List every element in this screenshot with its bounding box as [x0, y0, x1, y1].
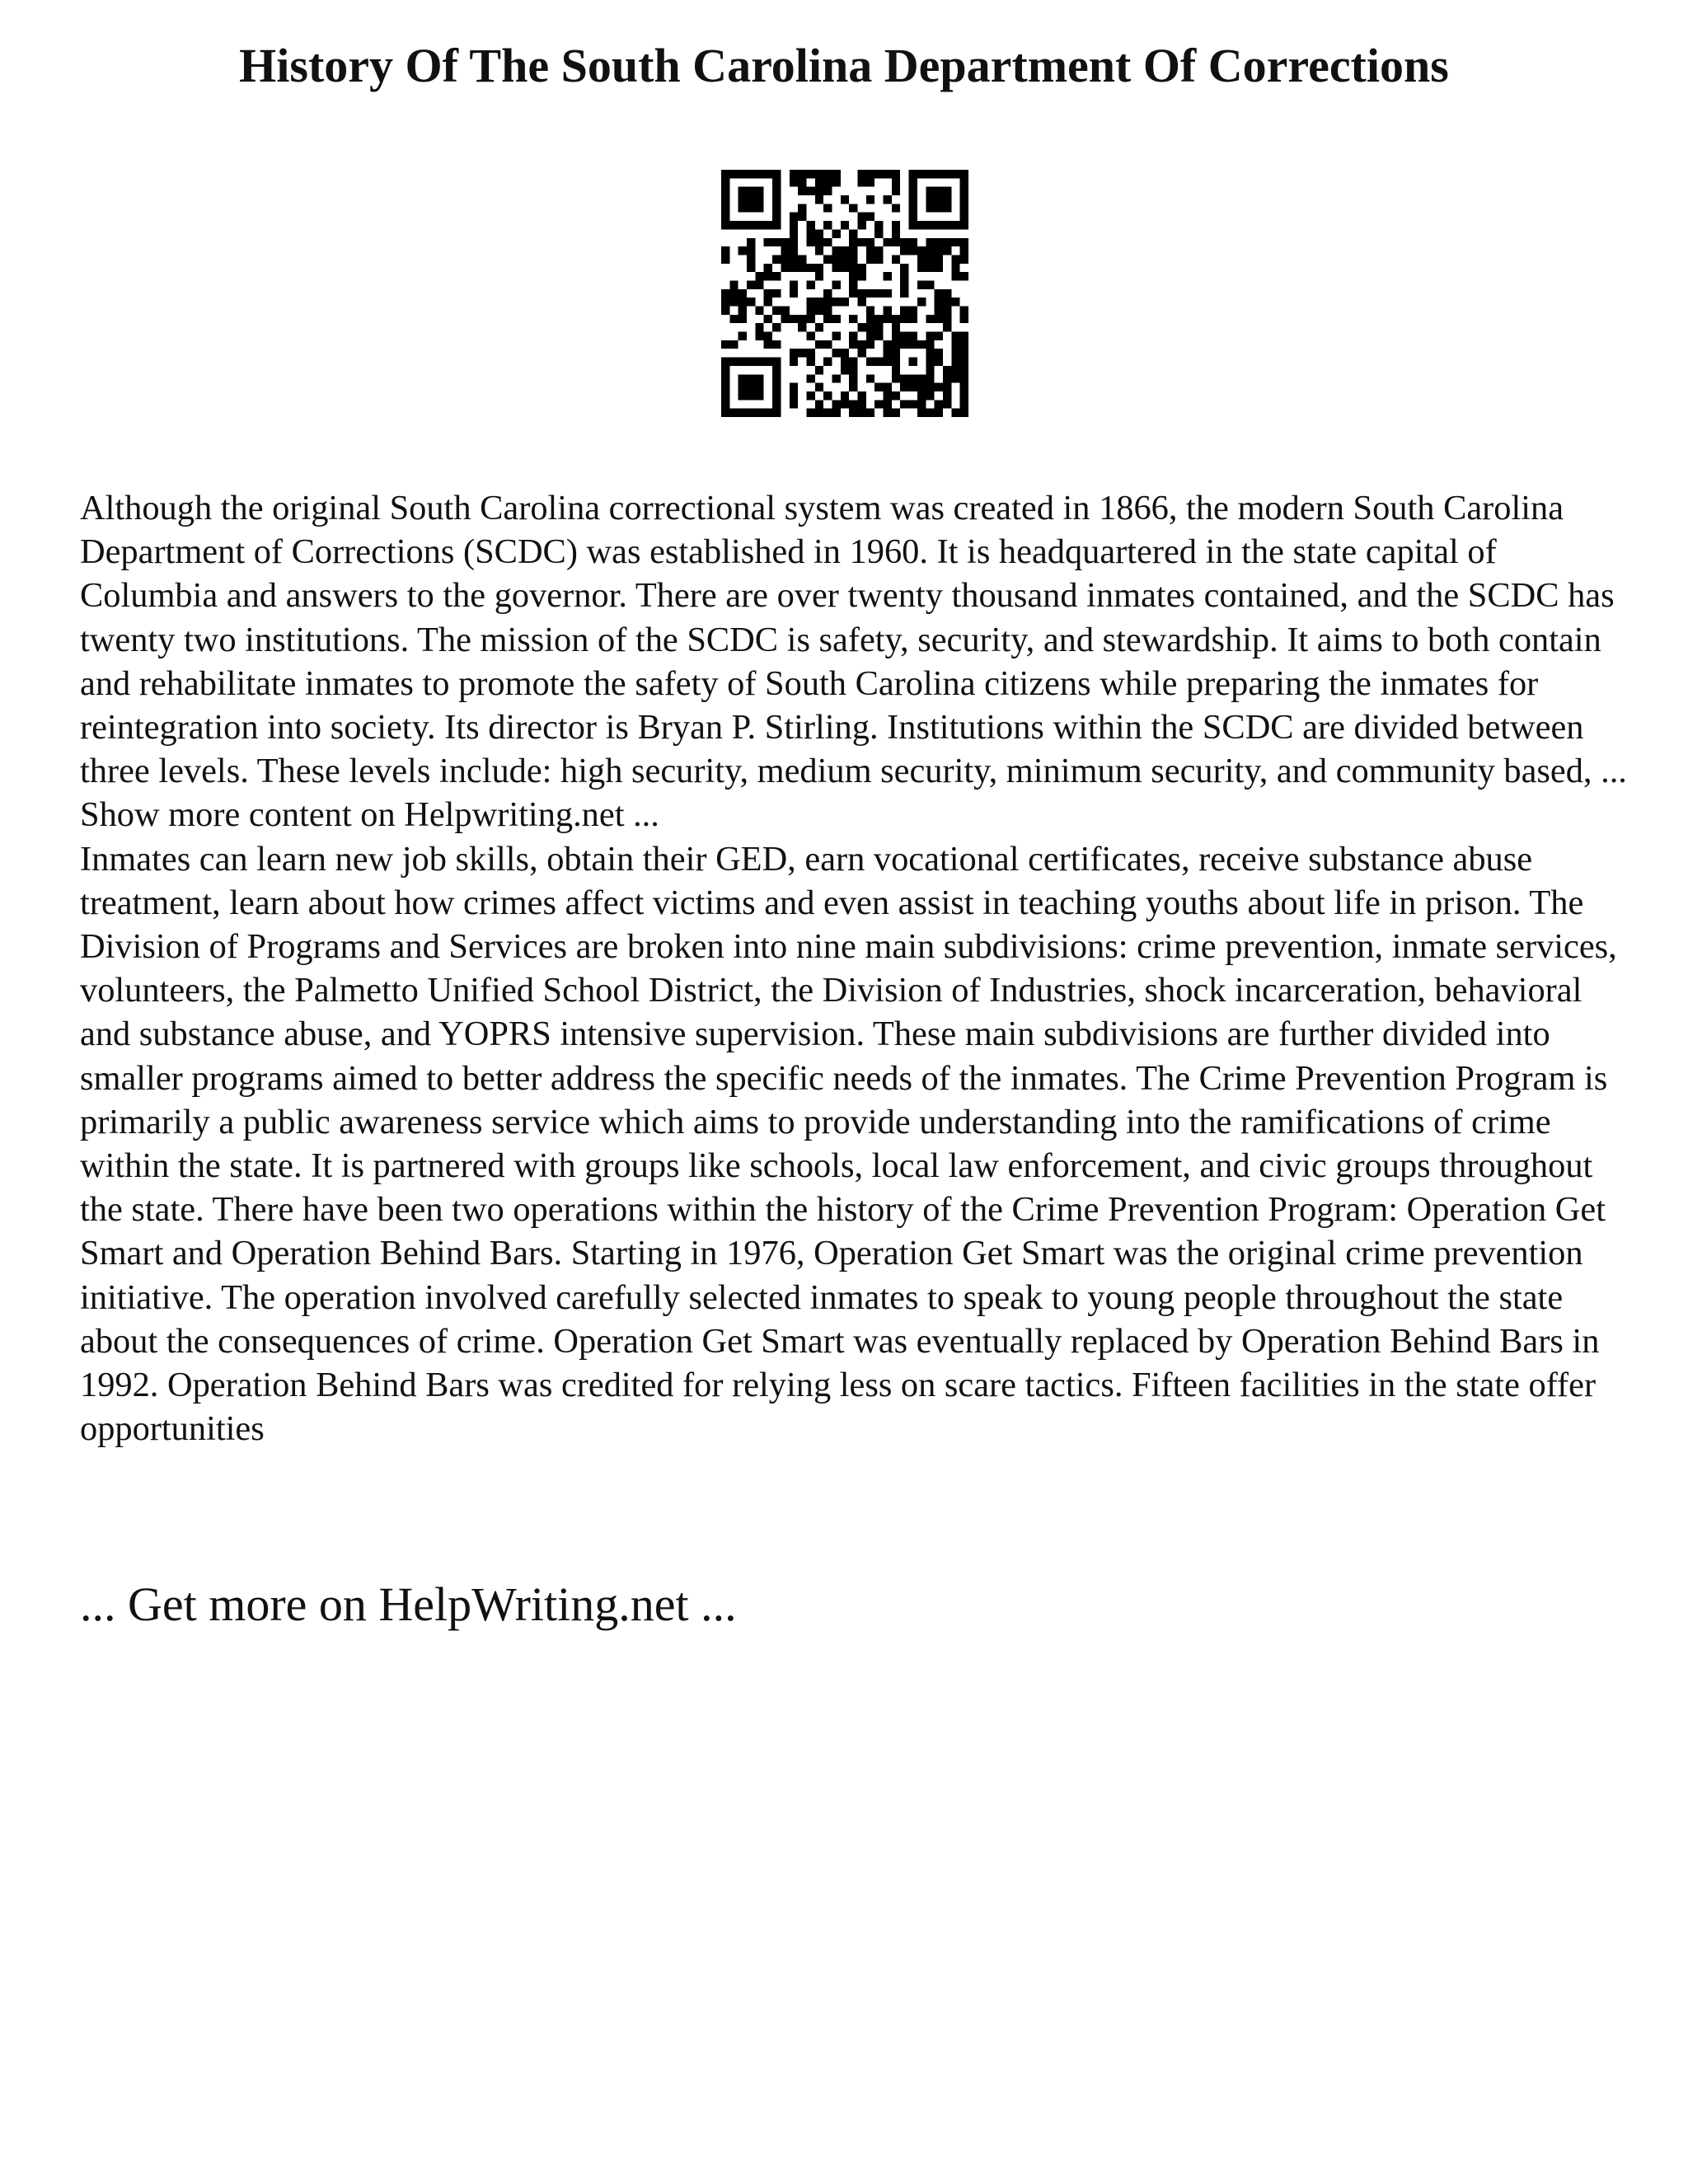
- article-body: [80, 486, 1629, 1451]
- page-title: History Of The South Carolina Department Of Corrections: [239, 39, 1449, 92]
- paragraph-2: Inmates can learn new job skills, obtain their GED, earn vocational certificates, receive substance abuse treatment, learn about how crimes affect victims and even assist in teaching youths about life in prison. The Division of Programs and Services are broken into nine main subdivisions: crime prevention, inmate services, volunteers, the Palmetto Unified School District, the Division of Industries, shock incarceration, behavioral and substance abuse, and YOPRS intensive supervision. These main subdivisions are further divided into smaller programs aimed to better address the specific needs of the inmates. The Crime Prevention Program is primarily a public awareness service which aims to provide understanding into the ramifications of crime within the state. It is partnered with groups like schools, local law enforcement, and civic groups throughout the state. There have been two operations within the history of the Crime Prevention Program: Operation Get Smart and Operation Behind Bars. Starting in 1976, Operation Get Smart was the original crime prevention initiative. The operation involved carefully selected inmates to speak to young people throughout the state about the consequences of crime. Operation Get Smart was eventually replaced by Operation Behind Bars in 1992. Operation Behind Bars was credited for relying less on scare tactics. Fifteen facilities in the state offer opportunities: [80, 839, 1617, 1449]
- get-more-link[interactable]: ... Get more on HelpWriting.net ...: [80, 1577, 737, 1631]
- qr-code-icon[interactable]: [721, 170, 968, 417]
- paragraph-1: Although the original South Carolina correctional system was created in 1866, the modern South Carolina Department of Corrections (SCDC) was established in 1960. It is headquartered in the state capital of Columbia and answers to the governor. There are over twenty thousand inmates contained, and the SCDC has twenty two institutions. The mission of the SCDC is safety, security, and stewardship. It aims to both contain and rehabilitate inmates to promote the safety of South Carolina citizens while preparing the inmates for reintegration into society. Its director is Bryan P. Stirling. Institutions within the SCDC are divided between three levels. These levels include: high security, medium security, minimum security, and community based, ... Show more content on Helpwriting.net ...: [80, 489, 1627, 835]
